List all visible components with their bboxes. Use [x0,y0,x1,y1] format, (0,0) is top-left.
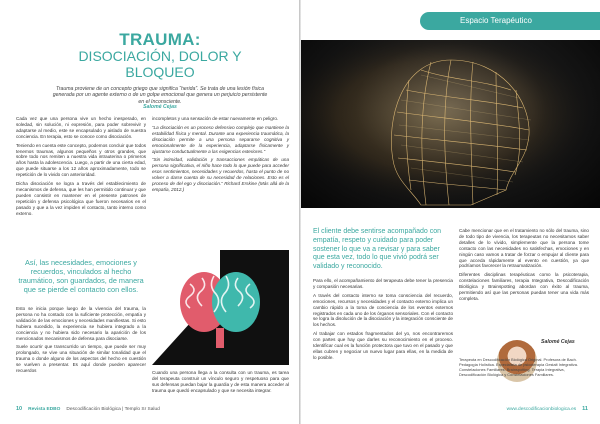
wireframe-head-icon [301,40,600,208]
section-header: Espacio Terapéutico [420,12,600,30]
paragraph: Suele ocurrir que transcurrido un tiempo, que puede ser muy prolongado, se vive una situación de similar tonalidad que el trauma o donde alguno de los aspectos del hecho en cuestión se vuelven a presentar. Es aquí donde pueden aparecer recuerdos [16,344,146,374]
paragraph: Teniendo en cuenta este concepto, podemos concluir que todos tenemos traumas, algunos pequeños y otros grandes, que sobre todo nos remiten a nuestra vida intrauterina o primeros años hasta la adolescencia. Luego, a partir de una cierta edad, que puede situarse a los 12 años aproximadamente, todo se repetición de lo vivido con anterioridad. [16,142,146,178]
paragraph: Para ello, el acompañamiento del terapeuta debe tener la presencia y compasión necesarias. [313,278,453,289]
paragraph: incompletos y una sensación de estar nuevamente en peligro. [152,116,279,121]
paragraph: Cuando una persona llega a la consulta con un trauma, es tarea del terapeuta construir un vínculo seguro y respetuoso para que sus defensas puedan bajar la guardia y de esta manera acceder al trauma que quedó encapsulado y que se necesita integrar. [152,370,289,393]
page-number: 10 [16,406,23,412]
left-footer [16,406,160,412]
footer-section: Descodificación Biológica | Templo Sr Salud [66,406,160,412]
page-number: 11 [582,406,588,412]
paragraph: Al trabajar con estados fragmentados del yo, nos encontraremos con partes que hay que darles su reconocimiento en el proceso. Identificar cual es la función protectora que tuvo en el pasado y que ellas cubren y negociar un nuevo lugar para ellas, en la medida de lo posible. [313,331,453,360]
left-column-1 [16,116,146,220]
article-lede: Trauma proviene de un concepto griego que significa “herida”. Se trata de una lesión física generada por un agente externo o de un golpe emocional que genera un perjuicio persistente en el Inconsciente. [52,86,268,105]
author-bio: Terapeuta en Descodificación Biológica Original. Profesora de Bach. Pedagogía Holística. Especialista de psicoterapia Gestalt Integrativa. Constelaciones Familiares. Brainspotting. Terapia Integrativa, Descodificación Biológica y Constelaciones Familiares. [459,357,578,377]
paragraph: Dicha disociación se logra a través del establecimiento de mecanismos de defensa, que les han permitido continuar y que pueden consistir en mantener en el presente patrones de repetición y defensa psicológica que fueron necesarios en el pasado y que a la vez impiden el contacto, tanto interno como externo. [16,181,146,216]
right-column-a [313,278,453,364]
pull-quote: El cliente debe sentirse acompañado con empatía, respeto y cuidado para poder sostener lo que va a revisar y para saber que esta vez, todo lo que vivió podrá ser validado y reconocido. [313,228,442,271]
magazine-name: Revista EDBO [28,406,61,412]
article-subtitle: DISOCIACIÓN, DOLOR Y BLOQUEO [78,48,242,80]
author-name: Salomé Cejas [541,339,575,345]
paragraph: Esto se inicia porque luego de la vivencia del trauma, la persona no ha contado con la suficiente protección, empatía y validación de las emociones y necesidades manifiestas. Si esto hubiera sucedido, la experiencia se hubiera integrado a la conciencia y no hubiera sido necesario la aparición de los mencionados mecanismos de defensa para disociarse. [16,306,146,341]
right-page [301,0,600,424]
brain-illustration [152,250,289,365]
wireframe-head-image [301,40,600,208]
paragraph: Diferentes disciplinas terapéuticas como la psicoterapia, constelaciones familiares, terapia Integrativa, Descodificación Biológica y Brainspotting abordan con éxito al trauma, permitiendo así que las personas puedan tener una vida más completa. [459,272,589,301]
right-footer [507,406,588,412]
pull-quote: Así, las necesidades, emociones y recuerdos, vinculados al hecho traumático, son guardados, de manera que se pierde el contacto con ellos. [18,258,144,294]
brain-icon [152,250,289,365]
left-column-1b [16,306,146,377]
paragraph: Cabe mencionar que en el tratamiento no sólo del trauma, sino de todo tipo de vivencia, los terapeutas no necesitamos saber detalles de lo vivido, simplemente que la persona tome contacto con las necesidades no satisfechas, emociones y en ningún caso vamos a tratar de forzar o empujar al cliente para que acceda rápidamente al evento en cuestión, ya que podríamos favorecer la retraumatización. [459,228,589,269]
right-column-b [459,228,589,305]
quote-paragraph: “La disociación es un proceso defensivo complejo que mantiene la estabilidad física y mental. Durante una experiencia traumática, la disociación permite a una persona separarse cognitiva y emocionalmente de la experiencia, adaptarse físicamente y ajustarse conductualmente a las exigencias exteriores.” [152,124,289,154]
article-title: TRAUMA: [119,30,201,49]
paragraph: Cada vez que una persona vive un hecho inesperado, en soledad, sin solución, ni expresión, para poder sobrevivir y adaptarse al medio, este se encapsulado y aislado de nuestra conciencia. En terapia, esto se conoce como disociación. [16,116,146,139]
left-page [0,0,299,424]
article-byline: Salomé Cejas [143,104,177,110]
quote-paragraph: “Sin intimidad, validación y transacciones empáticas de una persona significativa, el niño hace todo lo que puede para acceder esos sentimientos, necesidades y recuerdos, hasta el punto de no volver a darse cuenta de su necesidad de relaciones. Esto es el proceso de del ego y disociación.” Richard Erskine (Más allá de la empatía, 2012.) [152,157,289,192]
website-link[interactable]: www.descodificacionbiologica.es [506,406,577,412]
paragraph: A través del contacto interno se toma consciencia del recuerdo, emociones, recursos y necesidades y el contacto externo implica un cambio rápido a la toma de conciencia de los eventos externos registrados en cada uno de los órganos sensoriales. Con el contacto se logra la disolución de la disociación y la integración consciente de los hechos. [313,292,453,328]
left-column-2b [152,370,289,397]
left-column-2 [152,116,289,196]
